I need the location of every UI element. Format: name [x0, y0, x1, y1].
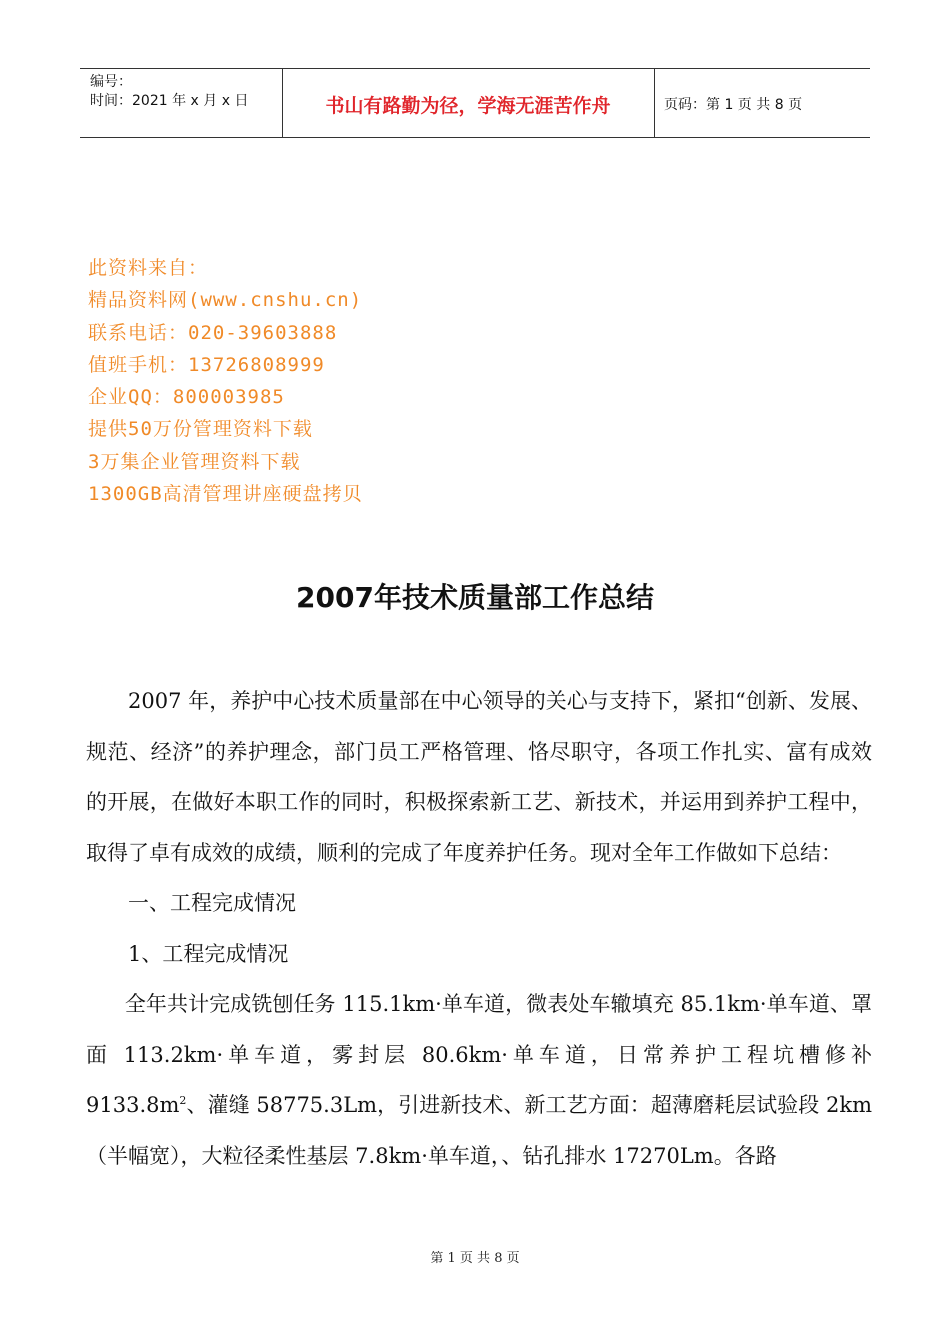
header-divider: [654, 69, 655, 137]
source-info-block: [88, 252, 363, 510]
source-line: 联系电话：020-39603888: [88, 321, 338, 344]
intro-paragraph: 2007 年，养护中心技术质量部在中心领导的关心与支持下，紧扣“创新、发展、规范、经济”的养护理念，部门员工严格管理、恪尽职守，各项工作扎实、富有成效的开展，在做好本职工作的同时，积极探索新工艺、新技术，并运用到养护工程中，取得了卓有成效的成绩，顺利的完成了年度养护任务。现对全年工作做如下总结：: [86, 689, 872, 865]
square-meter-superscript: 2: [179, 1094, 187, 1107]
header-motto: 书山有路勤为径，学海无涯苦作舟: [325, 95, 611, 117]
source-line: 3万集企业管理资料下载: [88, 450, 301, 473]
source-line: 值班手机：13726808999: [88, 353, 325, 376]
source-line: 此资料来自：: [88, 257, 209, 279]
source-line: 1300GB高清管理讲座硬盘拷贝: [88, 483, 363, 506]
subsection-heading: 1、工程完成情况: [128, 941, 289, 966]
time-label: 时间：2021 年 x 月 x 日: [90, 93, 249, 109]
section-heading: 一、工程完成情况: [128, 891, 296, 915]
completion-paragraph: [86, 979, 872, 1181]
page-footer: 第 1 页 共 8 页: [430, 1251, 520, 1266]
header-meta: [90, 73, 248, 111]
source-line: 精品资料网(www.cnshu.cn): [88, 289, 363, 312]
source-line: 企业QQ：800003985: [88, 386, 285, 409]
header-page-info: 页码：第 1 页 共 8 页: [664, 97, 803, 113]
header-table: [80, 68, 870, 138]
document-body: [86, 676, 872, 1181]
document-title: 2007年技术质量部工作总结: [296, 581, 654, 614]
serial-label: 编号：: [90, 74, 132, 90]
source-line: 提供50万份管理资料下载: [88, 418, 313, 441]
completion-text-part2: 、灌缝 58775.3Lm，引进新技术、新工艺方面：超薄磨耗层试验段 2km（半幅宽），大粒径柔性基层 7.8km·单车道，、钻孔排水 17270Lm。各路: [86, 1093, 872, 1168]
completion-text-part1: 全年共计完成铣刨任务 115.1km·单车道，微表处车辙填充 85.1km·单车道、罩面 113.2km·单车道，雾封层 80.6km·单车道，日常养护工程坑槽修补 9133.8m: [86, 992, 872, 1117]
